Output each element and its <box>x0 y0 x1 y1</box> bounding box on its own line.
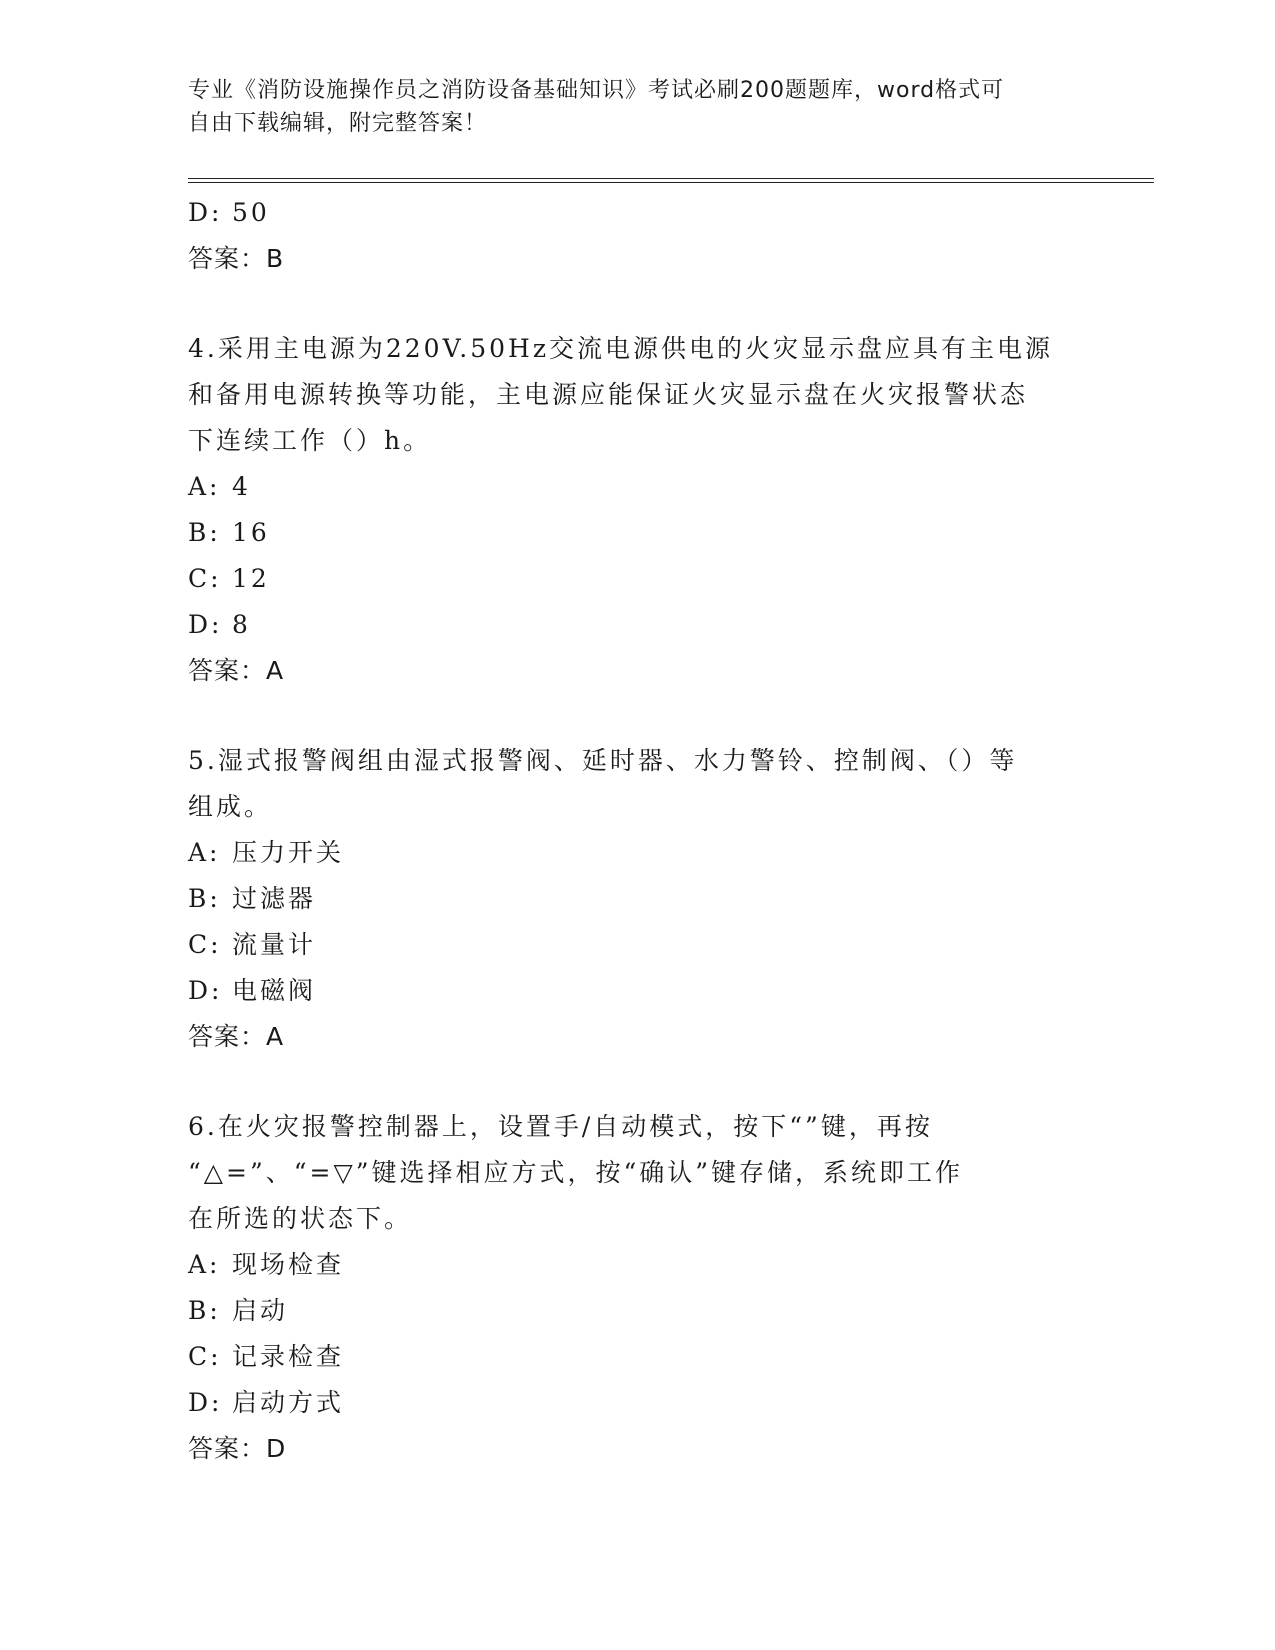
option-c <box>188 556 1068 602</box>
question-text-line: 4.采用主电源为220V.50Hz交流电源供电的火灾显示盘应具有主电源 <box>188 334 1053 363</box>
option-text: 现场检查 <box>232 1250 345 1279</box>
option-text: 12 <box>232 564 270 593</box>
header-title-line-2: 自由下载编辑，附完整答案！ <box>188 111 488 136</box>
question-6 <box>188 1104 1068 1472</box>
question-text-line: 在所选的状态下。 <box>188 1204 413 1233</box>
option-label: B: <box>188 1296 221 1325</box>
question-text-line: 组成。 <box>188 792 273 821</box>
option-a <box>188 464 1068 510</box>
option-d <box>188 968 1068 1014</box>
question-4 <box>188 326 1068 694</box>
option-text: 电磁阀 <box>232 976 317 1005</box>
option-label: D: <box>188 610 223 639</box>
option-d <box>188 1380 1068 1426</box>
question-5 <box>188 738 1068 1060</box>
answer-line: 答案：A <box>188 1022 285 1051</box>
option-b <box>188 876 1068 922</box>
answer-line: 答案：B <box>188 244 285 273</box>
option-text: 16 <box>232 518 270 547</box>
option-text: 压力开关 <box>232 838 345 867</box>
option-label: A: <box>188 472 221 501</box>
option-label: B: <box>188 518 221 547</box>
question-text-line: 6.在火灾报警控制器上，设置手/自动模式，按下“”键，再按 <box>188 1112 933 1141</box>
option-text: 4 <box>232 472 251 501</box>
question-text-line: 5.湿式报警阀组由湿式报警阀、延时器、水力警铃、控制阀、（）等 <box>188 746 1018 775</box>
page-header <box>188 74 1068 140</box>
option-d <box>188 190 1068 236</box>
option-a <box>188 1242 1068 1288</box>
option-text: 流量计 <box>232 930 317 959</box>
option-b <box>188 1288 1068 1334</box>
option-text: 启动方式 <box>232 1388 345 1417</box>
option-a <box>188 830 1068 876</box>
header-title-line-1: 专业《消防设施操作员之消防设备基础知识》考试必刷200题题库，word格式可 <box>188 78 1005 103</box>
option-text: 启动 <box>232 1296 289 1325</box>
option-label: D: <box>188 976 223 1005</box>
option-label: D: <box>188 1388 223 1417</box>
header-divider <box>188 178 1154 183</box>
option-b <box>188 510 1068 556</box>
option-label: C: <box>188 1342 222 1371</box>
question-text-line: “△=”、“=▽”键选择相应方式，按“确认”键存储，系统即工作 <box>188 1158 964 1187</box>
option-text: 过滤器 <box>232 884 317 913</box>
answer-line: 答案：D <box>188 1434 287 1463</box>
option-text: 8 <box>232 610 251 639</box>
document-body <box>188 190 1068 1472</box>
option-label: A: <box>188 838 221 867</box>
option-c <box>188 1334 1068 1380</box>
option-text: 50 <box>232 198 270 227</box>
answer-line: 答案：A <box>188 656 285 685</box>
question-text-line: 和备用电源转换等功能，主电源应能保证火灾显示盘在火灾报警状态 <box>188 380 1029 409</box>
option-label: D: <box>188 198 223 227</box>
option-label: B: <box>188 884 221 913</box>
option-label: C: <box>188 930 222 959</box>
option-label: C: <box>188 564 222 593</box>
question-text-line: 下连续工作（）h。 <box>188 426 432 455</box>
option-label: A: <box>188 1250 221 1279</box>
option-d <box>188 602 1068 648</box>
option-c <box>188 922 1068 968</box>
option-text: 记录检查 <box>232 1342 345 1371</box>
